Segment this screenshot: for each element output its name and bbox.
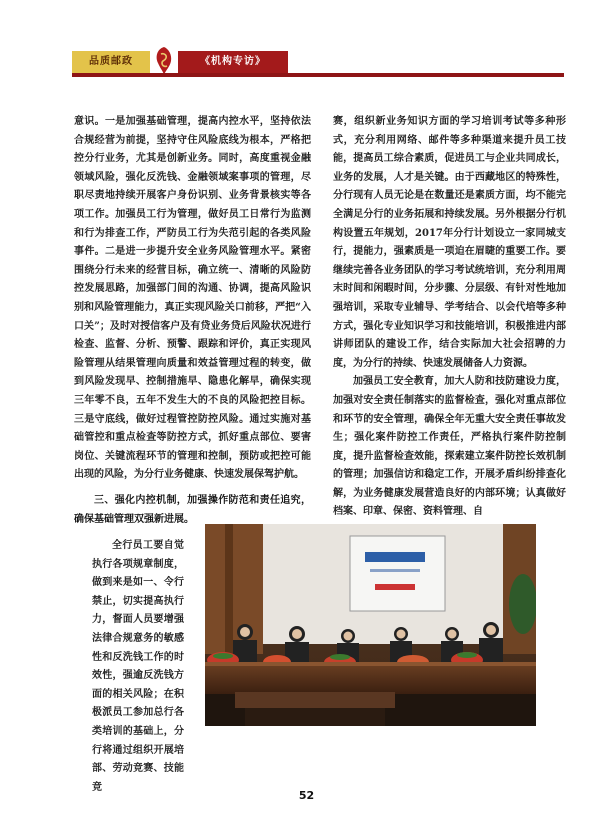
left-paragraph: 意识。一是加强基础管理，提高内控水平，坚持依法合规经营为前提，坚持守住风险底线为根本，严格把控分行业务，尤其是创新业务。同时，高度重视金融领域风险，强化反洗钱、金融领域案事项的管理，尽职尽责地持续开展客户身份识别、业务背景核实等各项工作。加强员工行为管理，做好员工日常行为监测和行为排查工作，严防员工行为失范引起的各类风险事件。二是进一步提升安全业务风险管理水平。紧密围绕分行未来的经营目标，确立统一、清晰的风险防控发展思路，加强部门间的沟通、协调，提高风险识别和风险管理能力，真正实现风险关口前移，严把“入口关”；及时对授信客户及有贷业务贷后风险状况进行检查、监督、分析、预警、跟踪和评价，真正实现风险管理从结果管理向质量和效益管理过程的转变，做到风险发现早、控制措施早、隐患化解早，确保实现三年零不良，五年不发生大的不良的风险把控目标。三是守底线，做好过程管控防控风险。通过实施对基础管控和重点检查等防控方式，抓好重点部位、要害岗位、关键流程环节的管理和控制，预防或把控可能出现的风险，为分行业务健康、快速发展保驾护航。 xyxy=(74,116,311,481)
topic-label: 《机构专访》 xyxy=(178,51,288,73)
narrow-paragraph: 全行员工要自觉执行各项规章制度，做到来是如一、令行禁止，切实提高执行力，督面人员要增强法律合规意务的敏感性和反洗钱工作的时效性，强逾反洗钱方面的相关风险；在积极派员工参加总行各类培训的基础上，分行将通过组织开展培部、劳动竞赛、技能竞 xyxy=(92,540,184,793)
meeting-room-photo-icon xyxy=(205,524,536,726)
page-number: 52 xyxy=(298,789,315,802)
left-column xyxy=(74,113,311,485)
header-divider xyxy=(72,73,564,77)
right-column xyxy=(333,113,566,522)
section-heading: 三、强化内控机制，加强操作防范和责任追究，确保基础管理双强新进展。 xyxy=(74,495,311,525)
page-header xyxy=(72,51,564,73)
right-paragraph-1: 赛，组织新业务知识方面的学习培训考试等多种形式，充分利用网络、邮件等多种渠道来提升员工技能，提高员工综合素质，促进员工与企业共同成长，业务的发展，人才是关键。由于西藏地区的特殊性，分行现有人员无论是在数量还是素质方面，均不能完全满足分行的业务拓展和持续发展。另外根据分行机构设置五年规划，2017年分行计划设立一家同城支行，提能力，强素质是一项迫在眉睫的重要工作。要继续完善各业务团队的学习考试统培训，充分利用周末时间和闲暇时间，分步骤、分层级、有针对性地加强培训，采取专业辅导、学考结合、以会代培等多种方式，强化专业知识学习和技能培训，积极推进内部讲师团队的建设工作，结合实际加大社会招聘的力度，为分行的持续、快速发展储备人力资源。 xyxy=(333,116,566,369)
right-paragraph-2: 加强员工安全教育，加大人防和技防建设力度，加强对安全责任制落实的监督检查，强化对重点部位和环节的安全管理，确保全年无重大安全责任事故发生；强化案件防控工作责任，严格执行案件防控制度，提升监督检查效能，探索建立案件防控长效机制的管理；加强信访和稳定工作，开展矛盾纠纷排查化解，为业务健康发展营造良好的内部环境；认真做好档案、印章、保密、资料管理、自 xyxy=(333,376,566,518)
narrow-column xyxy=(92,537,184,797)
section-label: 品质邮政 xyxy=(72,51,150,73)
